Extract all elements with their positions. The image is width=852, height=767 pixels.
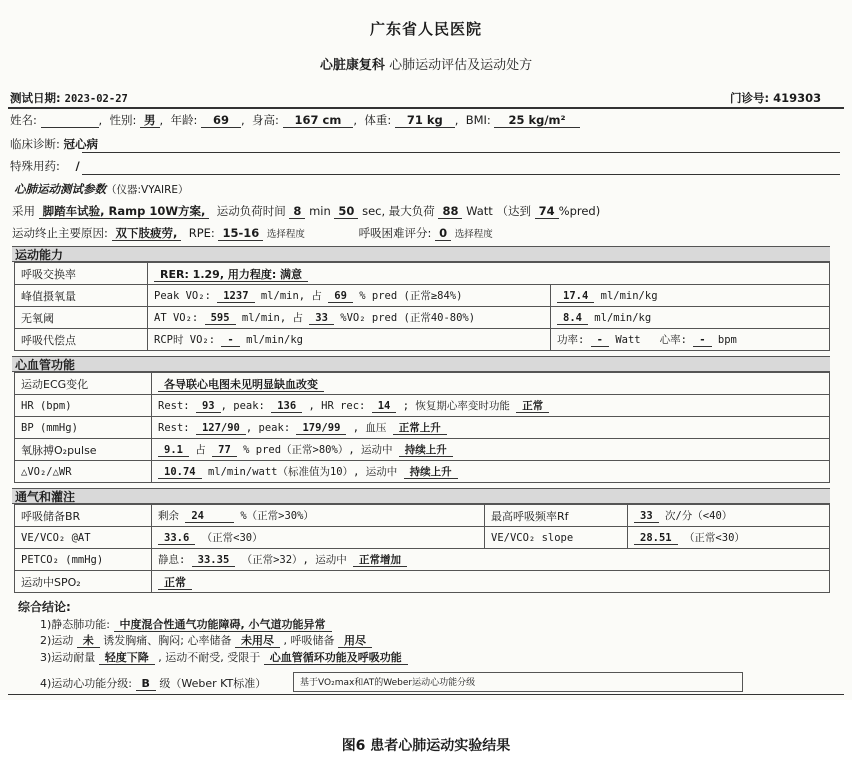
bp-rest-label: Rest: — [158, 422, 190, 434]
hr-unit: bpm — [717, 334, 737, 346]
at-label: 无氧阈 — [15, 307, 148, 329]
table-row — [15, 329, 830, 351]
petco2-trend: 正常增加 — [353, 554, 407, 567]
max-load: 88 — [438, 204, 462, 219]
section-ventilation: 通气和灌注 — [12, 488, 830, 504]
power-label: 功率: — [557, 334, 585, 346]
table-row — [15, 505, 830, 527]
at-kg: 8.4 — [557, 312, 588, 325]
protocol-value: 脚踏车试验, Ramp 10W方案, — [39, 204, 210, 219]
meds-underline — [82, 174, 840, 175]
hr-bpm-label: HR (bpm) — [15, 395, 152, 417]
diagnosis-row — [10, 136, 98, 152]
max-load-unit: Watt （达到 — [466, 204, 531, 218]
department: 心脏康复科 — [319, 58, 385, 73]
params-title-row — [14, 181, 189, 197]
peak-value: 1237 — [217, 290, 254, 303]
conclusion-line-3 — [40, 649, 408, 665]
conclusion-line-2 — [40, 632, 372, 648]
c3-b: 轻度下降 — [99, 651, 155, 665]
meds-row — [10, 158, 80, 174]
power-unit: Watt — [615, 334, 641, 346]
hr-rest-label: Rest: — [158, 400, 190, 412]
hr-value: - — [693, 334, 711, 347]
peak-pct: 69 — [328, 290, 353, 303]
c2-c: 诱发胸痛、胸闷; 心率储备 — [103, 634, 232, 647]
o2pulse-value: 9.1 — [158, 444, 189, 457]
rf-label: 最高呼吸频率Rf — [485, 505, 628, 527]
name-label: 姓名: — [10, 113, 37, 127]
slope-cell — [628, 527, 830, 549]
cardiovascular-table — [14, 372, 830, 483]
at-kg-cell — [551, 307, 830, 329]
weber-note-box: 基于VO₂max和AT的Weber运动心功能分级 — [293, 672, 743, 692]
sex-value: 男 — [140, 113, 160, 128]
o2pulse-label: 氧脉搏O₂pulse — [15, 439, 152, 461]
hospital-title: 广东省人民医院 — [369, 20, 482, 38]
age-value: 69 — [201, 113, 241, 128]
patient-row: 姓名: , 性别: 男 , 年龄: 69 , 身高: 167 cm , 体重: 71 kg , BMI: 25 kg/m² — [10, 112, 580, 128]
hr-peak: 136 — [271, 400, 302, 413]
diagnosis-label: 临床诊断: — [10, 137, 60, 151]
c3-c: , 运动不耐受, 受限于 — [158, 651, 261, 664]
c4-a: 4)运动心功能分级: — [40, 677, 132, 690]
rcp-prefix: RCP时 VO₂: — [154, 334, 216, 346]
rcp-label: 呼吸代偿点 — [15, 329, 148, 351]
use-label: 采用 — [12, 204, 35, 218]
veat-cell — [152, 527, 485, 549]
peak-label: 峰值摄氧量 — [15, 285, 148, 307]
rpe-label: RPE: — [188, 226, 215, 240]
stop-reason: 双下肢疲劳, — [112, 226, 182, 241]
pct-pred-unit: %pred) — [558, 204, 601, 218]
meds-value: / — [75, 159, 80, 173]
report-subtitle — [0, 54, 852, 73]
o2pulse-pct-unit: % pred（正常>80%）, 运动中 — [243, 444, 393, 456]
conclusion-line-1 — [40, 616, 332, 632]
at-prefix: AT VO₂: — [154, 312, 199, 324]
c1-label: 1)静态肺功能: — [40, 618, 110, 631]
petco2-label: PETCO₂ (mmHg) — [15, 549, 152, 571]
hr-rest: 93 — [196, 400, 221, 413]
slope-value: 28.51 — [634, 532, 678, 545]
dvo2-label: △VO₂/△WR — [15, 461, 152, 483]
divider — [8, 107, 844, 109]
diagnosis-underline — [82, 152, 840, 153]
hr-peak-label: peak: — [233, 400, 265, 412]
veat-value: 33.6 — [158, 532, 195, 545]
table-row — [15, 373, 830, 395]
table-row — [15, 571, 830, 593]
test-date-row — [10, 90, 128, 106]
at-pct-unit: %VO₂ pred (正常40-80%) — [340, 312, 476, 324]
at-pct: 33 — [309, 312, 334, 325]
c2-b: 未 — [77, 634, 100, 648]
recovery-label: ; 恢复期心率变时功能 — [402, 400, 510, 412]
ventilation-table — [14, 504, 830, 593]
bmi-value: 25 kg/m² — [494, 113, 579, 128]
bp-peak-label: peak: — [258, 422, 291, 434]
sex-label: 性别: — [109, 113, 137, 127]
table-row — [15, 263, 830, 285]
at-cell — [148, 307, 551, 329]
clinic-no: 419303 — [773, 91, 822, 105]
bp-label: BP (mmHg) — [15, 417, 152, 439]
c4-b: B — [136, 677, 156, 691]
dvo2-cell — [152, 461, 830, 483]
meds-label: 特殊用药: — [10, 159, 60, 173]
rf-value: 33 — [634, 510, 659, 523]
peak-kg-cell — [551, 285, 830, 307]
ecg-label: 运动ECG变化 — [15, 373, 152, 395]
spo2-label: 运动中SPO₂ — [15, 571, 152, 593]
table-row — [15, 285, 830, 307]
dyspnea-label: 呼吸困难评分: — [358, 226, 432, 240]
c3-a: 3)运动耐量 — [40, 651, 96, 664]
dvo2-trend: 持续上升 — [404, 466, 458, 479]
rpe-value: 15-16 — [218, 226, 263, 241]
hr-rec: 14 — [372, 400, 397, 413]
rf-unit: 次/分（<40） — [664, 510, 733, 522]
rpe-select-degree: 选择程度 — [266, 229, 305, 240]
c4-c: 级（Weber KT标准） — [159, 677, 267, 690]
min-unit: min — [309, 204, 331, 218]
page-bottom-line — [8, 694, 844, 695]
o2pulse-cell — [152, 439, 830, 461]
table-row — [15, 461, 830, 483]
veat-unit: （正常<30） — [201, 532, 263, 544]
petco2-unit: （正常>32）, 运动中 — [241, 554, 347, 566]
br-prefix: 剩余 — [158, 510, 179, 522]
height-value: 167 cm — [283, 113, 354, 128]
sec-unit: sec, — [362, 204, 386, 218]
ecg-value: 各导联心电图未见明显缺血改变 — [158, 378, 324, 392]
instrument: （仪器:VYAIRE） — [106, 184, 189, 196]
bmi-label: BMI: — [465, 113, 491, 127]
dvo2-value: 10.74 — [158, 466, 202, 479]
peak-pct-unit: % pred (正常≥84%) — [359, 290, 463, 302]
c2-f: 用尽 — [338, 634, 372, 648]
section-cardiovascular: 心血管功能 — [12, 356, 830, 372]
dyspnea-select-degree: 选择程度 — [454, 229, 493, 240]
power-hr-cell — [551, 329, 830, 351]
conclusion-title: 综合结论: — [18, 600, 71, 614]
height-label: 身高: — [252, 113, 279, 127]
name-field-redacted — [41, 113, 99, 128]
weight-value: 71 kg — [395, 113, 455, 128]
rf-cell — [628, 505, 830, 527]
clinic-no-label: 门诊号: — [730, 91, 770, 105]
table-row — [15, 439, 830, 461]
br-label: 呼吸储备BR — [15, 505, 152, 527]
petco2-value: 33.35 — [192, 554, 236, 567]
bp-resp: 正常上升 — [393, 422, 447, 435]
dvo2-unit: ml/min/watt（标准值为10）, 运动中 — [207, 466, 398, 478]
c2-d: 未用尽 — [235, 634, 280, 648]
slope-label: VE/VCO₂ slope — [485, 527, 628, 549]
duration-min: 8 — [289, 204, 305, 219]
table-row — [15, 307, 830, 329]
table-row — [15, 549, 830, 571]
petco2-prefix: 静息: — [158, 554, 186, 566]
bp-rest: 127/90 — [196, 422, 246, 435]
c2-a: 2)运动 — [40, 634, 74, 647]
figure-caption: 图6 患者心肺运动实验结果 — [341, 738, 511, 754]
at-value: 595 — [205, 312, 236, 325]
age-label: 年龄: — [170, 113, 198, 127]
power-value: - — [591, 334, 609, 347]
c3-d: 心血管循环功能及呼吸功能 — [264, 651, 408, 665]
bp-peak: 179/99 — [296, 422, 346, 435]
rcp-unit: ml/min/kg — [246, 334, 303, 346]
subtitle: 心肺运动评估及运动处方 — [389, 58, 533, 73]
clinic-no-row — [730, 90, 821, 106]
peak-unit: ml/min, 占 — [260, 290, 322, 302]
table-row — [15, 417, 830, 439]
duration-label: 运动负荷时间 — [216, 204, 286, 218]
br-value: 24 — [185, 510, 234, 523]
petco2-cell — [152, 549, 830, 571]
spo2-value: 正常 — [158, 576, 192, 590]
bp-cell: Rest: 127/90 , peak: 179/99 , 血压 正常上升 — [152, 417, 830, 439]
exercise-capacity-table — [14, 262, 830, 351]
peak-cell — [148, 285, 551, 307]
hr-rec-label: , HR rec: — [308, 400, 366, 412]
at-unit: ml/min, 占 — [241, 312, 303, 324]
hr-cell: Rest: 93 , peak: 136 , HR rec: 14 ; 恢复期心率变时功能 正常 — [152, 395, 830, 417]
peak-prefix: Peak VO₂: — [154, 290, 211, 302]
params-title: 心肺运动测试参数 — [14, 182, 106, 196]
peak-kg: 17.4 — [557, 290, 594, 303]
c2-e: , 呼吸储备 — [283, 634, 335, 647]
stop-reason-row — [12, 225, 493, 241]
max-load-label: 最大负荷 — [388, 204, 435, 218]
rer-label: 呼吸交换率 — [15, 263, 148, 285]
test-date-label: 测试日期: — [10, 91, 61, 105]
protocol-row — [12, 203, 600, 219]
recovery-value: 正常 — [516, 400, 549, 413]
stop-label: 运动终止主要原因: — [12, 226, 108, 240]
o2pulse-trend: 持续上升 — [399, 444, 453, 457]
o2pulse-mid: 占 — [195, 444, 206, 456]
pct-pred: 74 — [535, 204, 559, 219]
duration-sec: 50 — [334, 204, 358, 219]
rcp-cell — [148, 329, 551, 351]
conclusion-line-4 — [40, 675, 266, 691]
spo2-cell — [152, 571, 830, 593]
test-date: 2023-02-27 — [64, 93, 128, 105]
veat-label: VE/VCO₂ @AT — [15, 527, 152, 549]
table-row — [15, 395, 830, 417]
dyspnea-value: 0 — [435, 226, 451, 241]
rer-value: RER: 1.29, 用力程度: 满意 — [154, 268, 308, 282]
peak-kg-unit: ml/min/kg — [600, 289, 658, 302]
ecg-cell — [152, 373, 830, 395]
br-unit: %（正常>30%） — [240, 510, 314, 522]
slope-unit: （正常<30） — [683, 532, 745, 544]
rcp-value: - — [221, 334, 239, 347]
o2pulse-pct: 77 — [212, 444, 237, 457]
br-cell — [152, 505, 485, 527]
section-exercise-capacity: 运动能力 — [12, 246, 830, 262]
rer-cell — [148, 263, 830, 285]
diagnosis-value: 冠心病 — [63, 137, 99, 151]
c1-value: 中度混合性通气功能障碍, 小气道功能异常 — [114, 618, 332, 632]
bp-resp-label: , 血压 — [352, 422, 387, 434]
table-row — [15, 527, 830, 549]
at-kg-unit: ml/min/kg — [594, 311, 652, 324]
weight-label: 体重: — [364, 113, 392, 127]
hr-label: 心率: — [659, 334, 687, 346]
